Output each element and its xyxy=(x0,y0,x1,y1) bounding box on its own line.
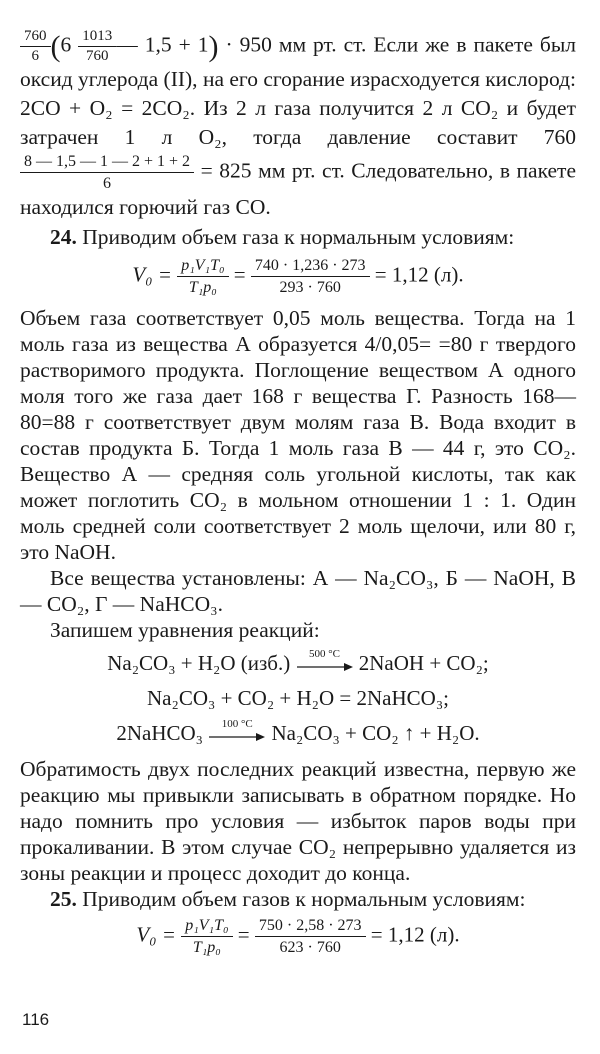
page-content xyxy=(20,28,576,961)
paragraph-equations-intro: Запишем уравнения реакций: xyxy=(50,618,320,642)
reaction-1: Na₂CO₃ + H₂O (изб.) 500 °C 2NaOH + CO₂; xyxy=(107,648,489,675)
paren-open: ( xyxy=(50,30,61,63)
fraction-760-6: $\frac{760}{6}$ xyxy=(20,28,51,65)
reaction-3: 2NaHCO₃ 100 °C Na₂CO₃ + CO₂ ↑ + H₂O. xyxy=(116,718,480,746)
fraction-1013-760: $\frac{1013}{760}$ xyxy=(78,28,116,65)
equation-24: V₀ = $\frac{\text{p₁V₁T₀}}{\text{T₁p₀}}$ = $\frac{740 \cdot 1,236 \cdot 273}{293 \cdot 760}$ = 1,12 (л). xyxy=(132,257,464,296)
problem-25-paragraph: 25. Приводим объем газов к нормальным условиям: xyxy=(50,887,526,912)
paragraph-analysis: Объем газа соответствует 0,05 моль вещества. Тогда на 1 моль газа из вещества А образуется 4/0,05= =80 г твердого растворимого продукта. Поглощение веществом А одного моля того же газа дает 168 г вещества Г. Разность 168—80=88 г соответствует двум молям газа В. Вода входит в состав продукта Б. Тогда 1 моль газа В — 44 г, это CO₂. Вещество А — средняя соль угольной кислоты, так как может поглотить CO₂ в мольном отношении 1 : 1. Один моль средней соли соответствует 2 моль щелочи, или 80 г, это NaOH. xyxy=(20,306,576,564)
equation-25: V₀ = $\frac{\text{p₁V₁T₀}}{\text{T₁p₀}}$ = $\frac{750 \cdot 2,58 \cdot 273}{623 \cdot 760}$ = 1,12 (л). xyxy=(136,917,460,957)
paragraph-substances: Все вещества установлены: А — Na₂CO₃, Б — NaOH, В — CO₂, Г — NaHCO₃. xyxy=(20,566,576,616)
paren-close: ) xyxy=(208,30,219,63)
arrow-icon: 500 °C xyxy=(296,654,354,676)
page-number: 116 xyxy=(22,1010,50,1029)
problem-24-label: 24. xyxy=(50,225,77,249)
reaction-2: Na₂CO₃ + CO₂ + H₂O = 2NaHCO₃; xyxy=(147,686,449,711)
arrow-icon: 100 °C xyxy=(208,724,266,746)
problem-24-paragraph: 24. Приводим объем газа к нормальным условиям: xyxy=(50,225,515,249)
fraction-pressure: $\frac{8 — 1,5 — 1 — 2 + 1 + 2}{6}$ xyxy=(20,152,194,193)
intro-paragraph: $\frac{760}{6}$ (6 $\frac{1013}{760}$ — 1,5 + 1) · 950 мм рт. ст. Если же в пакете был оксид углерода (II), на его сгорание израсходуется кислород: 2CO + O₂ = 2CO₂. Из 2 л газа получится 2 л CO₂ и будет затрачен 1 л O₂, тогда давление составит 760 $\frac{8 — 1,5 — 1 — 2 + 1 + 2}{6}$ = 825 мм рт. ст. Следовательно, в пакете находился горючий газ CO. xyxy=(20,28,577,219)
problem-25-label: 25. xyxy=(50,887,77,912)
paragraph-reversibility: Обратимость двух последних реакций известна, первую же реакцию мы привыкли записывать в обратном порядке. Но надо помнить про условия — избыток паров воды при прокаливании. В этом случае CO₂ непрерывно удаляется из зоны реакции и процесс доходит до конца. xyxy=(20,757,576,886)
